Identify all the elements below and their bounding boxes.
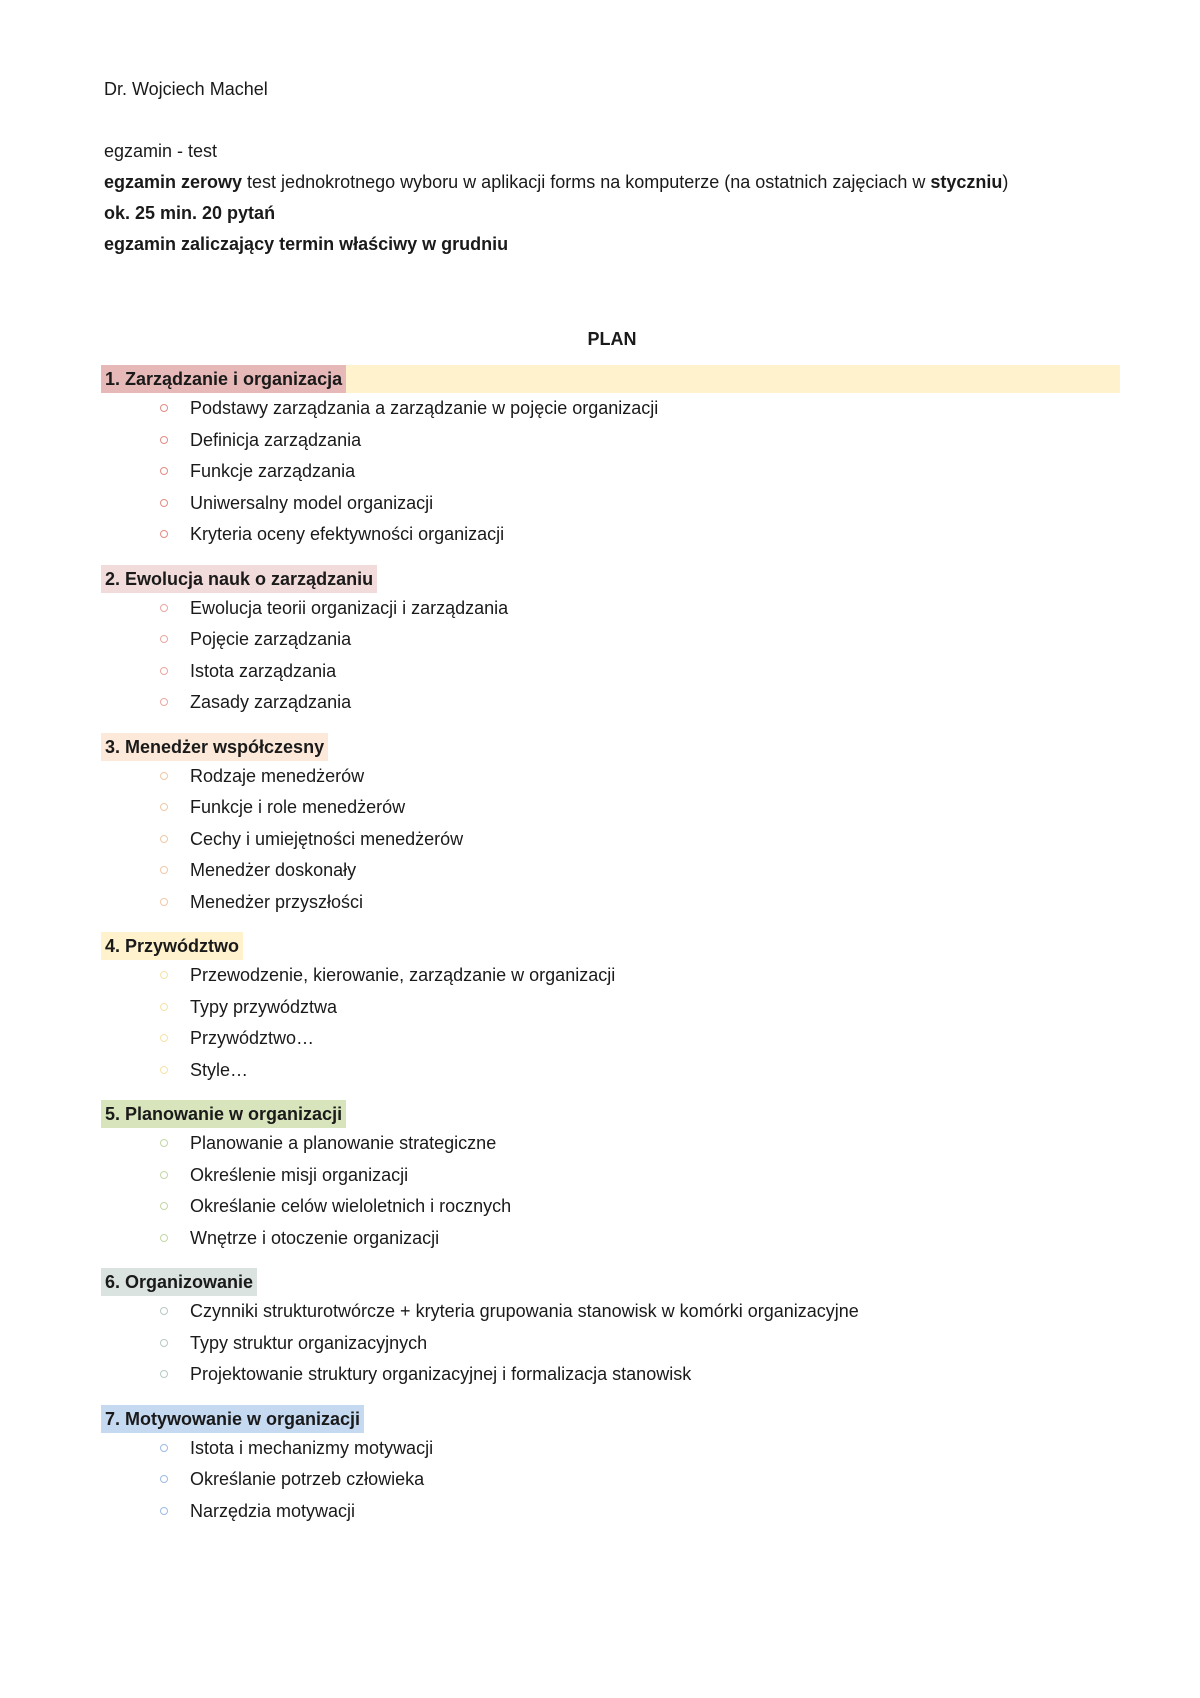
zero-exam-label: egzamin zerowy xyxy=(104,172,243,192)
list-item-text: Wnętrze i otoczenie organizacji xyxy=(190,1227,440,1248)
circle-bullet-icon xyxy=(160,1339,168,1347)
final-exam-line: egzamin zaliczający termin właściwy w grudniu xyxy=(104,234,509,254)
circle-bullet-icon xyxy=(160,635,168,643)
circle-bullet-icon xyxy=(160,898,168,906)
list-item-text: Uniwersalny model organizacji xyxy=(190,492,434,513)
list-item-text: Kryteria oceny efektywności organizacji xyxy=(190,524,505,544)
circle-bullet-icon xyxy=(160,1507,168,1515)
circle-bullet-icon xyxy=(160,404,168,412)
circle-bullet-icon xyxy=(160,1202,168,1210)
plan-title: PLAN xyxy=(587,329,637,349)
section-title: 5. Planowanie w organizacji xyxy=(101,1100,346,1128)
list-item-text: Menedżer doskonały xyxy=(190,860,357,880)
list-item xyxy=(104,1223,1120,1255)
section-header-row xyxy=(104,565,1120,593)
section-7 xyxy=(104,1405,1120,1528)
list-item xyxy=(104,792,1120,824)
list-item xyxy=(104,456,1120,488)
section-item-list xyxy=(104,593,1120,719)
section-title: 1. Zarządzanie i organizacja xyxy=(101,365,346,393)
list-item-text: Funkcje zarządzania xyxy=(190,461,356,481)
list-item xyxy=(104,1464,1120,1496)
circle-bullet-icon xyxy=(160,772,168,780)
zero-exam-text: test jednokrotnego wyboru w aplikacji forms na komputerze (na ostatnich zajęciach w xyxy=(242,172,931,192)
section-header-row xyxy=(104,1405,1120,1433)
list-item xyxy=(104,1191,1120,1223)
circle-bullet-icon xyxy=(160,467,168,475)
list-item-text: Cechy i umiejętności menedżerów xyxy=(190,828,464,849)
list-item-text: Funkcje i role menedżerów xyxy=(190,797,406,817)
list-item-text: Określenie misji organizacji xyxy=(190,1164,409,1185)
section-header-row xyxy=(104,733,1120,761)
list-item-text: Menedżer przyszłości xyxy=(190,891,364,912)
section-item-list xyxy=(104,1128,1120,1254)
list-item-text: Definicja zarządzania xyxy=(190,429,362,450)
circle-bullet-icon xyxy=(160,1475,168,1483)
circle-bullet-icon xyxy=(160,971,168,979)
section-item-list xyxy=(104,761,1120,919)
list-item xyxy=(104,887,1120,919)
list-item xyxy=(104,1023,1120,1055)
list-item-text: Czynniki strukturotwórcze + kryteria grupowania stanowisk w komórki organizacyjne xyxy=(190,1301,859,1321)
circle-bullet-icon xyxy=(160,835,168,843)
list-item-text: Istota zarządzania xyxy=(190,660,337,681)
circle-bullet-icon xyxy=(160,803,168,811)
list-item xyxy=(104,519,1120,551)
circle-bullet-icon xyxy=(160,1370,168,1378)
zero-exam-line xyxy=(104,167,1120,198)
list-item-text: Projektowanie struktury organizacyjnej i formalizacja stanowisk xyxy=(190,1364,692,1384)
circle-bullet-icon xyxy=(160,530,168,538)
list-item xyxy=(104,656,1120,688)
circle-bullet-icon xyxy=(160,667,168,675)
list-item-text: Typy przywództwa xyxy=(190,996,338,1017)
list-item xyxy=(104,1359,1120,1391)
list-item-text: Określanie potrzeb człowieka xyxy=(190,1469,425,1489)
section-item-list xyxy=(104,1296,1120,1391)
section-title: 4. Przywództwo xyxy=(101,932,243,960)
list-item xyxy=(104,393,1120,425)
section-title: 6. Organizowanie xyxy=(101,1268,257,1296)
list-item-text: Style… xyxy=(190,1059,249,1080)
section-5 xyxy=(104,1100,1120,1254)
list-item-text: Typy struktur organizacyjnych xyxy=(190,1332,428,1353)
circle-bullet-icon xyxy=(160,1003,168,1011)
section-2 xyxy=(104,565,1120,719)
list-item-text: Planowanie a planowanie strategiczne xyxy=(190,1133,497,1153)
list-item xyxy=(104,855,1120,887)
circle-bullet-icon xyxy=(160,1307,168,1315)
list-item xyxy=(104,488,1120,520)
list-item xyxy=(104,1496,1120,1528)
zero-exam-close: ) xyxy=(1002,172,1009,192)
section-3 xyxy=(104,733,1120,919)
circle-bullet-icon xyxy=(160,1171,168,1179)
list-item xyxy=(104,1328,1120,1360)
circle-bullet-icon xyxy=(160,499,168,507)
section-6 xyxy=(104,1268,1120,1391)
list-item xyxy=(104,593,1120,625)
list-item xyxy=(104,1296,1120,1328)
list-item xyxy=(104,1128,1120,1160)
list-item-text: Pojęcie zarządzania xyxy=(190,629,352,649)
list-item xyxy=(104,1055,1120,1087)
list-item xyxy=(104,1433,1120,1465)
section-header-row xyxy=(104,1268,1120,1296)
exam-type-line: egzamin - test xyxy=(104,141,218,161)
circle-bullet-icon xyxy=(160,1066,168,1074)
list-item-text: Istota i mechanizmy motywacji xyxy=(190,1437,434,1458)
list-item xyxy=(104,1160,1120,1192)
list-item-text: Przywództwo… xyxy=(190,1028,315,1048)
list-item-text: Rodzaje menedżerów xyxy=(190,765,365,786)
section-title: 3. Menedżer współczesny xyxy=(101,733,328,761)
section-item-list xyxy=(104,960,1120,1086)
list-item-text: Narzędzia motywacji xyxy=(190,1500,356,1521)
circle-bullet-icon xyxy=(160,1139,168,1147)
duration-line: ok. 25 min. 20 pytań xyxy=(104,203,276,223)
author-line: Dr. Wojciech Machel xyxy=(104,79,268,99)
list-item xyxy=(104,761,1120,793)
section-header-row xyxy=(104,365,1120,393)
circle-bullet-icon xyxy=(160,1234,168,1242)
circle-bullet-icon xyxy=(160,866,168,874)
list-item xyxy=(104,624,1120,656)
section-4 xyxy=(104,932,1120,1086)
section-item-list xyxy=(104,393,1120,551)
list-item xyxy=(104,824,1120,856)
plan-sections xyxy=(104,365,1120,1527)
list-item-text: Określanie celów wieloletnich i rocznych xyxy=(190,1196,512,1216)
list-item-text: Zasady zarządzania xyxy=(190,692,352,712)
list-item xyxy=(104,960,1120,992)
zero-exam-month: styczniu xyxy=(930,172,1003,192)
circle-bullet-icon xyxy=(160,604,168,612)
section-header-row xyxy=(104,932,1120,960)
circle-bullet-icon xyxy=(160,1034,168,1042)
section-1 xyxy=(104,365,1120,551)
document-body xyxy=(104,74,1120,1527)
circle-bullet-icon xyxy=(160,1444,168,1452)
list-item-text: Ewolucja teorii organizacji i zarządzania xyxy=(190,597,509,618)
list-item xyxy=(104,687,1120,719)
list-item-text: Podstawy zarządzania a zarządzanie w pojęcie organizacji xyxy=(190,398,659,418)
list-item xyxy=(104,992,1120,1024)
list-item-text: Przewodzenie, kierowanie, zarządzanie w organizacji xyxy=(190,965,616,985)
section-title: 2. Ewolucja nauk o zarządzaniu xyxy=(101,565,377,593)
section-title: 7. Motywowanie w organizacji xyxy=(101,1405,364,1433)
list-item xyxy=(104,425,1120,457)
section-item-list xyxy=(104,1433,1120,1528)
circle-bullet-icon xyxy=(160,436,168,444)
section-header-row xyxy=(104,1100,1120,1128)
circle-bullet-icon xyxy=(160,698,168,706)
